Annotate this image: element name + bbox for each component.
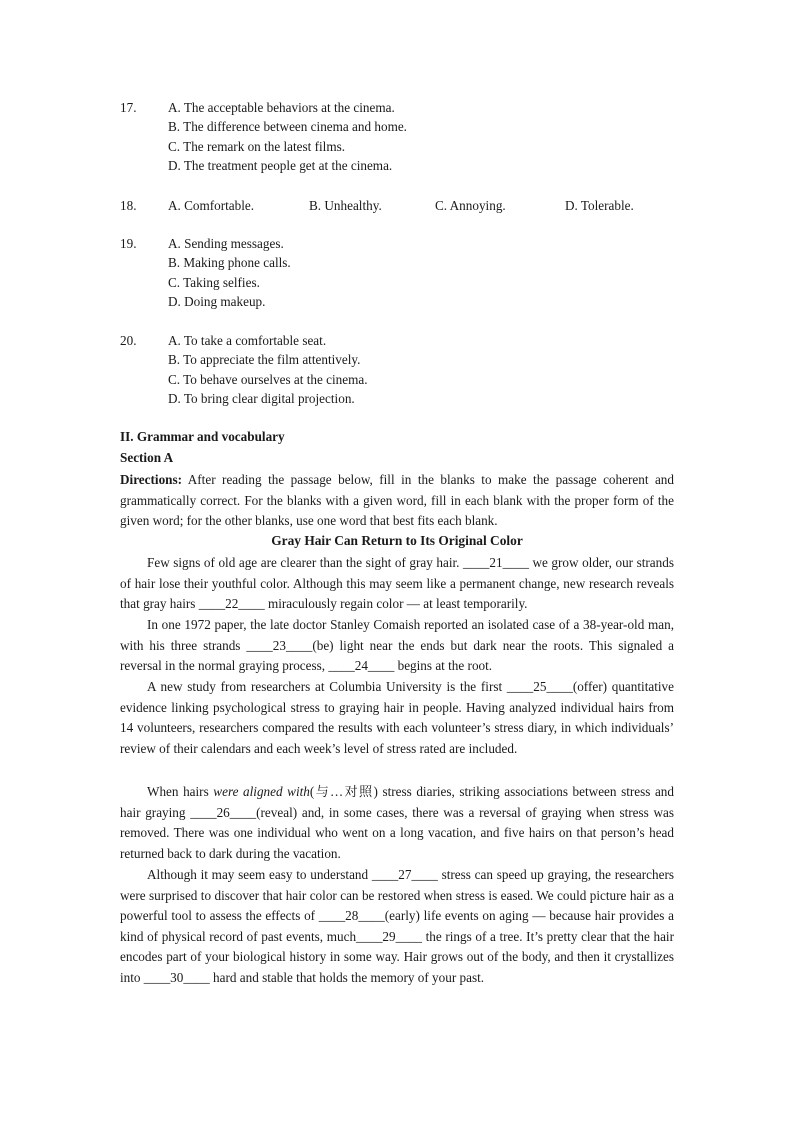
question-number: 18. — [120, 198, 137, 213]
directions — [120, 470, 674, 532]
option-d: D. Tolerable. — [565, 198, 634, 213]
passage-paragraph-5: Although it may seem easy to understand ____27____ stress can speed up graying, the researchers were surprised to discover that hair color can be restored when stress is eased. We could picture hair as a powerful tool to assess the effects of ____28____(early) life events on aging — because hair provides a kind of physical record of past events, much____29____ the rings of a tree. It’s pretty clear that the hair encodes part of your biological history in some way. Hair grows out of the body, and then it crystallizes into ____30____ hard and stable that holds the memory of your past. — [120, 867, 674, 985]
passage-paragraph-3: A new study from researchers at Columbia University is the first ____25____(offer) quantitative evidence linking psychological stress to graying hair in people. Having analyzed individual hairs from 14 volunteers, researchers compared the results with each volunteer’s stress diary, in which individuals’ review of their calendars and each week’s level of stress rated are included. — [120, 679, 674, 756]
p4-chinese-gloss: (与…对照) — [309, 784, 378, 799]
option-d: D. Doing makeup. — [168, 293, 266, 309]
question-17 — [120, 98, 680, 175]
question-number: 20. — [120, 333, 137, 348]
question-number: 19. — [120, 236, 137, 251]
p4-lead: When hairs — [147, 784, 214, 799]
option-b: B. To appreciate the film attentively. — [168, 352, 361, 368]
question-20 — [120, 331, 680, 408]
p4-rest: stress diaries, striking associations between stress and hair graying ____26____(reveal) and, in some cases, there was a reversal of graying when stress was removed. There was one individual who went on a long vacation, and five hairs on that person’s head returned back to dark during the vacation. — [120, 784, 674, 861]
option-a: A. Sending messages. — [168, 236, 284, 251]
option-a: A. To take a comfortable seat. — [168, 333, 327, 348]
passage-paragraph-2: In one 1972 paper, the late doctor Stanley Comaish reported an isolated case of a 38-year-old man, with his three strands ____23____(be) light near the ends but dark near the roots. This signaled a reversal in the normal graying process, ____24____ begins at the root. — [120, 617, 674, 674]
option-a: A. Comfortable. — [168, 198, 255, 213]
option-c: C. Annoying. — [435, 198, 506, 213]
question-19 — [120, 234, 680, 311]
p4-italic-phrase: were aligned with — [213, 784, 310, 799]
option-c: C. To behave ourselves at the cinema. — [168, 371, 368, 387]
part-heading: II. Grammar and vocabulary — [120, 429, 285, 444]
question-number: 17. — [120, 100, 137, 115]
option-b: B. The difference between cinema and home. — [168, 119, 407, 135]
option-a: A. The acceptable behaviors at the cinema. — [168, 100, 395, 115]
directions-text: After reading the passage below, fill in the blanks to make the passage coherent and grammatically correct. For the blanks with a given word, fill in each blank with the proper form of the given word; for the other blanks, use one word that best fits each blank. — [120, 472, 674, 529]
section-heading: Section A — [120, 450, 174, 465]
option-d: D. The treatment people get at the cinema. — [168, 157, 393, 173]
passage-title: Gray Hair Can Return to Its Original Color — [271, 533, 523, 548]
option-d: D. To bring clear digital projection. — [168, 390, 355, 406]
option-c: C. The remark on the latest films. — [168, 138, 346, 154]
option-list — [168, 234, 680, 311]
passage-paragraph-4 — [120, 782, 674, 864]
option-b: B. Making phone calls. — [168, 255, 291, 271]
option-list — [168, 331, 680, 408]
passage-paragraph-1: Few signs of old age are clearer than the sight of gray hair. ____21____ we grow older, our strands of hair lose their youthful color. Although this may seem like a permanent change, new research reveals that gray hairs ____22____ miraculously regain color — at least temporarily. — [120, 555, 674, 612]
directions-label: Directions: — [120, 472, 183, 487]
option-list — [168, 98, 680, 175]
option-c: C. Taking selfies. — [168, 274, 260, 290]
question-18 — [120, 196, 680, 215]
option-b: B. Unhealthy. — [309, 198, 382, 213]
option-list — [168, 196, 680, 215]
